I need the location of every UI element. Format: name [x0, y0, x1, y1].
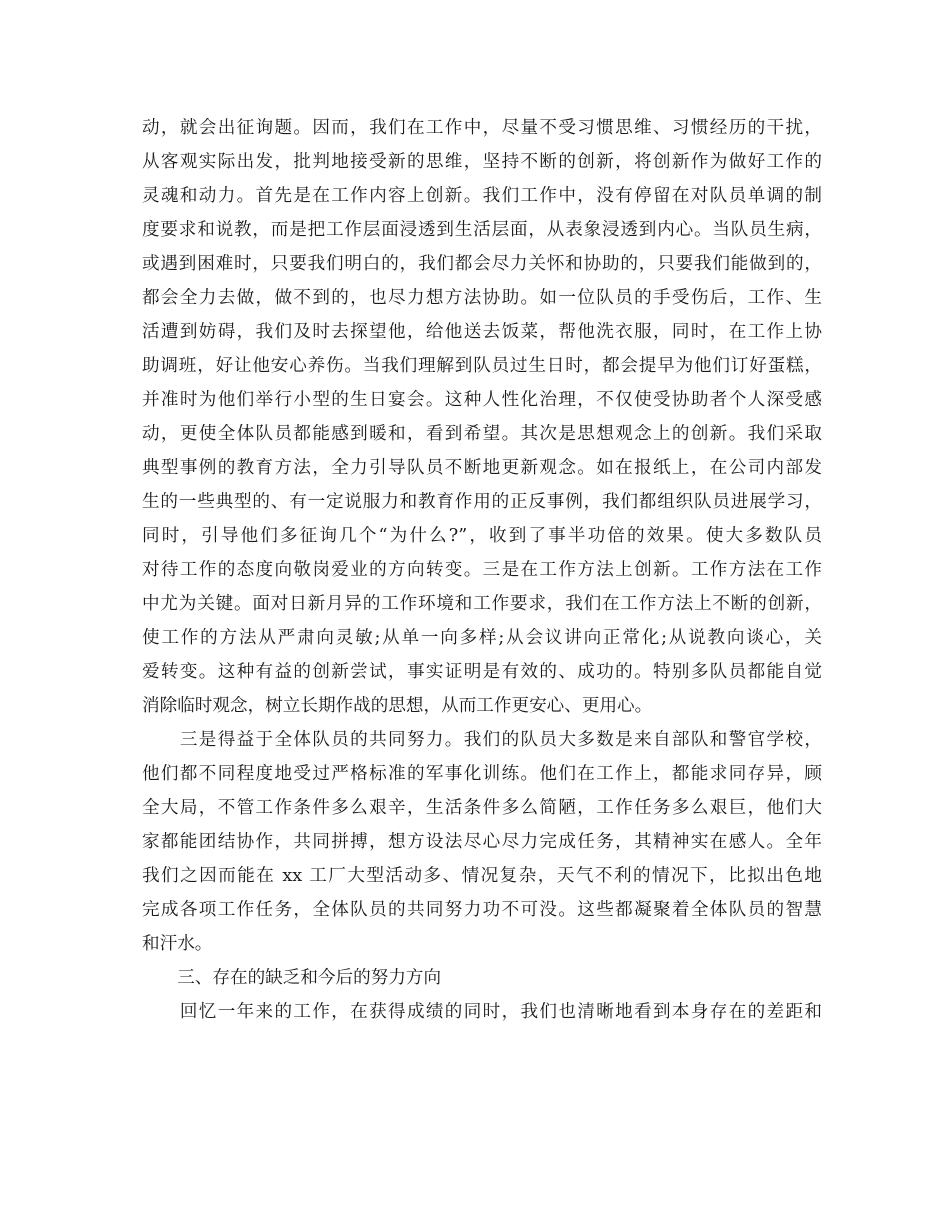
paragraph-line: 消除临时观念，树立长期作战的思想，从而工作更安心、更用心。 — [142, 696, 653, 716]
paragraph-line: 从客观实际出发，批判地接受新的思维，坚持不断的创新，将创新作为做好工作的 — [142, 152, 822, 172]
paragraph-line: 助调班，好让他安心养伤。当我们理解到队员过生日时，都会提早为他们订好蛋糕， — [142, 356, 822, 376]
paragraph-line: 他们都不同程度地受过严格标准的军事化训练。他们在工作上，都能求同存异，顾 — [142, 764, 822, 784]
paragraph-line: 并准时为他们举行小型的生日宴会。这种人性化治理，不仅使受协助者个人深受感 — [142, 390, 822, 410]
paragraph-line: 都会全力去做，做不到的，也尽力想方法协助。如一位队员的手受伤后，工作、生 — [142, 288, 822, 308]
paragraph-line: 使工作的方法从严肃向灵敏;从单一向多样;从会议讲向正常化;从说教向谈心，关 — [142, 628, 822, 648]
paragraph-line: 对待工作的态度向敬岗爱业的方向转变。三是在工作方法上创新。工作方法在工作 — [142, 560, 822, 580]
paragraph-line: 度要求和说教，而是把工作层面浸透到生活层面，从表象浸透到内心。当队员生病， — [142, 220, 822, 240]
paragraph-line: 中尤为关键。面对日新月异的工作环境和工作要求，我们在工作方法上不断的创新， — [142, 594, 822, 614]
paragraph-line: 同时，引导他们多征询几个“为什么?”，收到了事半功倍的效果。使大多数队员 — [142, 526, 822, 546]
paragraph-line: 生的一些典型的、有一定说服力和教育作用的正反事例，我们都组织队员进展学习， — [142, 492, 822, 512]
paragraph-line: 家都能团结协作，共同拼搏，想方设法尽心尽力完成任务，其精神实在感人。全年 — [142, 832, 822, 852]
paragraph-line: 典型事例的教育方法，全力引导队员不断地更新观念。如在报纸上，在公司内部发 — [142, 458, 822, 478]
paragraph-line: 动，就会出征询题。因而，我们在工作中，尽量不受习惯思维、习惯经历的干扰， — [142, 118, 822, 138]
paragraph-line: 灵魂和动力。首先是在工作内容上创新。我们工作中，没有停留在对队员单调的制 — [142, 186, 822, 206]
paragraph-line: 爱转变。这种有益的创新尝试，事实证明是有效的、成功的。特别多队员都能自觉 — [142, 662, 822, 682]
paragraph-line: 或遇到困难时，只要我们明白的，我们都会尽力关怀和协助的，只要我们能做到的， — [142, 254, 822, 274]
paragraph-line: 回忆一年来的工作，在获得成绩的同时，我们也清晰地看到本身存在的差距和 — [142, 1002, 822, 1022]
paragraph-line: 全大局，不管工作条件多么艰辛，生活条件多么简陋，工作任务多么艰巨，他们大 — [142, 798, 822, 818]
paragraph-line: 我们之因而能在 xx 工厂大型活动多、情况复杂，天气不利的情况下，比拟出色地 — [142, 866, 822, 886]
paragraph-line: 动，更使全体队员都能感到暖和，看到希望。其次是思想观念上的创新。我们采取 — [142, 424, 822, 444]
paragraph-line: 活遭到妨碍，我们及时去探望他，给他送去饭菜，帮他洗衣服，同时，在工作上协 — [142, 322, 822, 342]
paragraph-line: 三是得益于全体队员的共同努力。我们的队员大多数是来自部队和警官学校， — [142, 730, 822, 750]
paragraph-line: 完成各项工作任务，全体队员的共同努力功不可没。这些都凝聚着全体队员的智慧 — [142, 900, 822, 920]
paragraph-line: 和汗水。 — [142, 934, 213, 954]
section-heading: 三、存在的缺乏和今后的努力方向 — [142, 968, 442, 988]
